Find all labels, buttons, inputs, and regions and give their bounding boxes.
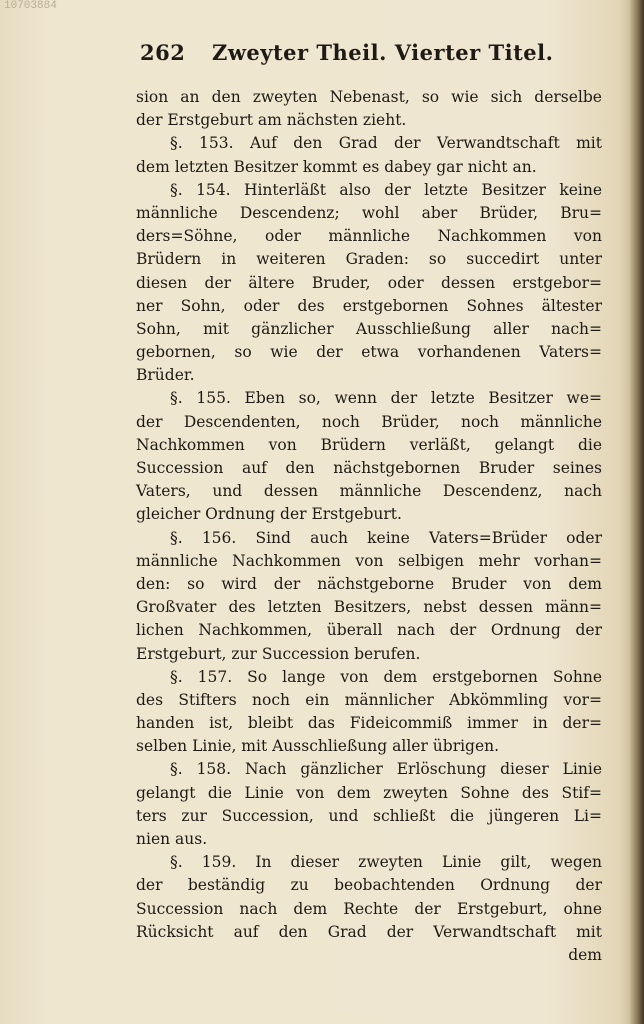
text-line: den: so wird der nächstgeborne Bruder von dem [136,574,602,593]
paragraph-159-start: §. 159. In dieser zweyten Linie gilt, wegen [170,853,602,872]
text-line: Vaters, und dessen männliche Descendenz, nach [136,482,602,501]
text-line: der beständig zu beobachtenden Ordnung der [136,876,602,895]
text-line: Nachkommen von Brüdern verläßt, gelangt die [136,435,602,454]
text-line: des Stifters noch ein männlicher Abkömmling vor= [136,690,602,709]
text-line: nien aus. [136,830,208,848]
text-line: männliche Descendenz; wohl aber Brüder, Bru= [136,203,602,222]
text-line: Sohn, mit gänzlicher Ausschließung aller nach= [136,319,602,338]
text-line: selben Linie, mit Ausschließung aller übrigen. [136,737,500,756]
text-line: ner Sohn, oder des erstgebornen Sohnes ältester [136,296,602,315]
text-line: Rücksicht auf den Grad der Verwandtschaft mit [136,922,602,941]
text-line: Succession auf den nächstgebornen Bruder seines [136,459,602,477]
paragraph-158-start: §. 158. Nach gänzlicher Erlöschung dieser Linie [170,760,602,779]
paragraph-155-start: §. 155. Eben so, wenn der letzte Besitzer we= [170,389,602,408]
paragraph-156-start: §. 156. Sind auch keine Vaters=Brüder oder [170,528,602,547]
paragraph-154-start: §. 154. Hinterläßt also der letzte Besitzer keine [170,180,602,199]
text-line: Brüdern in weiteren Graden: so succedirt unter [136,250,602,269]
archive-id: 10703884 [4,0,57,12]
page-header [140,40,600,74]
body-text [136,86,602,967]
text-line: Brüder. [136,366,195,385]
text-line: dem letzten Besitzer kommt es dabey gar nicht an. [136,157,537,176]
text-line: männliche Nachkommen von selbigen mehr vorhan= [136,551,602,570]
text-line: gelangt die Linie von dem zweyten Sohne des Stif= [136,783,602,802]
paragraph-157-start: §. 157. So lange von dem erstgebornen Sohne [170,667,602,686]
text-line: sion an den zweyten Nebenast, so wie sich derselbe [136,88,602,106]
text-line: Großvater des letzten Besitzers, nebst dessen männ= [136,598,602,617]
text-line: ters zur Succession, und schließt die jüngeren Li= [136,806,602,825]
running-title: Zweyter Theil. Vierter Titel. [212,40,554,65]
text-line: Erstgeburt, zur Succession berufen. [136,644,421,663]
paragraph-153-start: §. 153. Auf den Grad der Verwandtschaft mit [170,134,602,153]
text-line: gleicher Ordnung der Erstgeburt. [136,505,402,524]
text-line: handen ist, bleibt das Fideicommiß immer in der= [136,714,602,733]
text-line: lichen Nachkommen, überall nach der Ordnung der [136,621,602,640]
text-line: ders=Söhne, oder männliche Nachkommen von [136,227,602,246]
book-spine-shadow [630,0,644,1024]
text-line: der Erstgeburt am nächsten zieht. [136,111,407,130]
text-line: der Descendenten, noch Brüder, noch männliche [136,412,602,431]
page-number: 262 [140,40,186,65]
text-line: diesen der ältere Bruder, oder dessen erstgebor= [136,273,602,292]
catchword: dem [568,945,602,964]
text-line: Succession nach dem Rechte der Erstgeburt, ohne [136,899,602,918]
text-line: gebornen, so wie der etwa vorhandenen Vaters= [136,343,602,362]
